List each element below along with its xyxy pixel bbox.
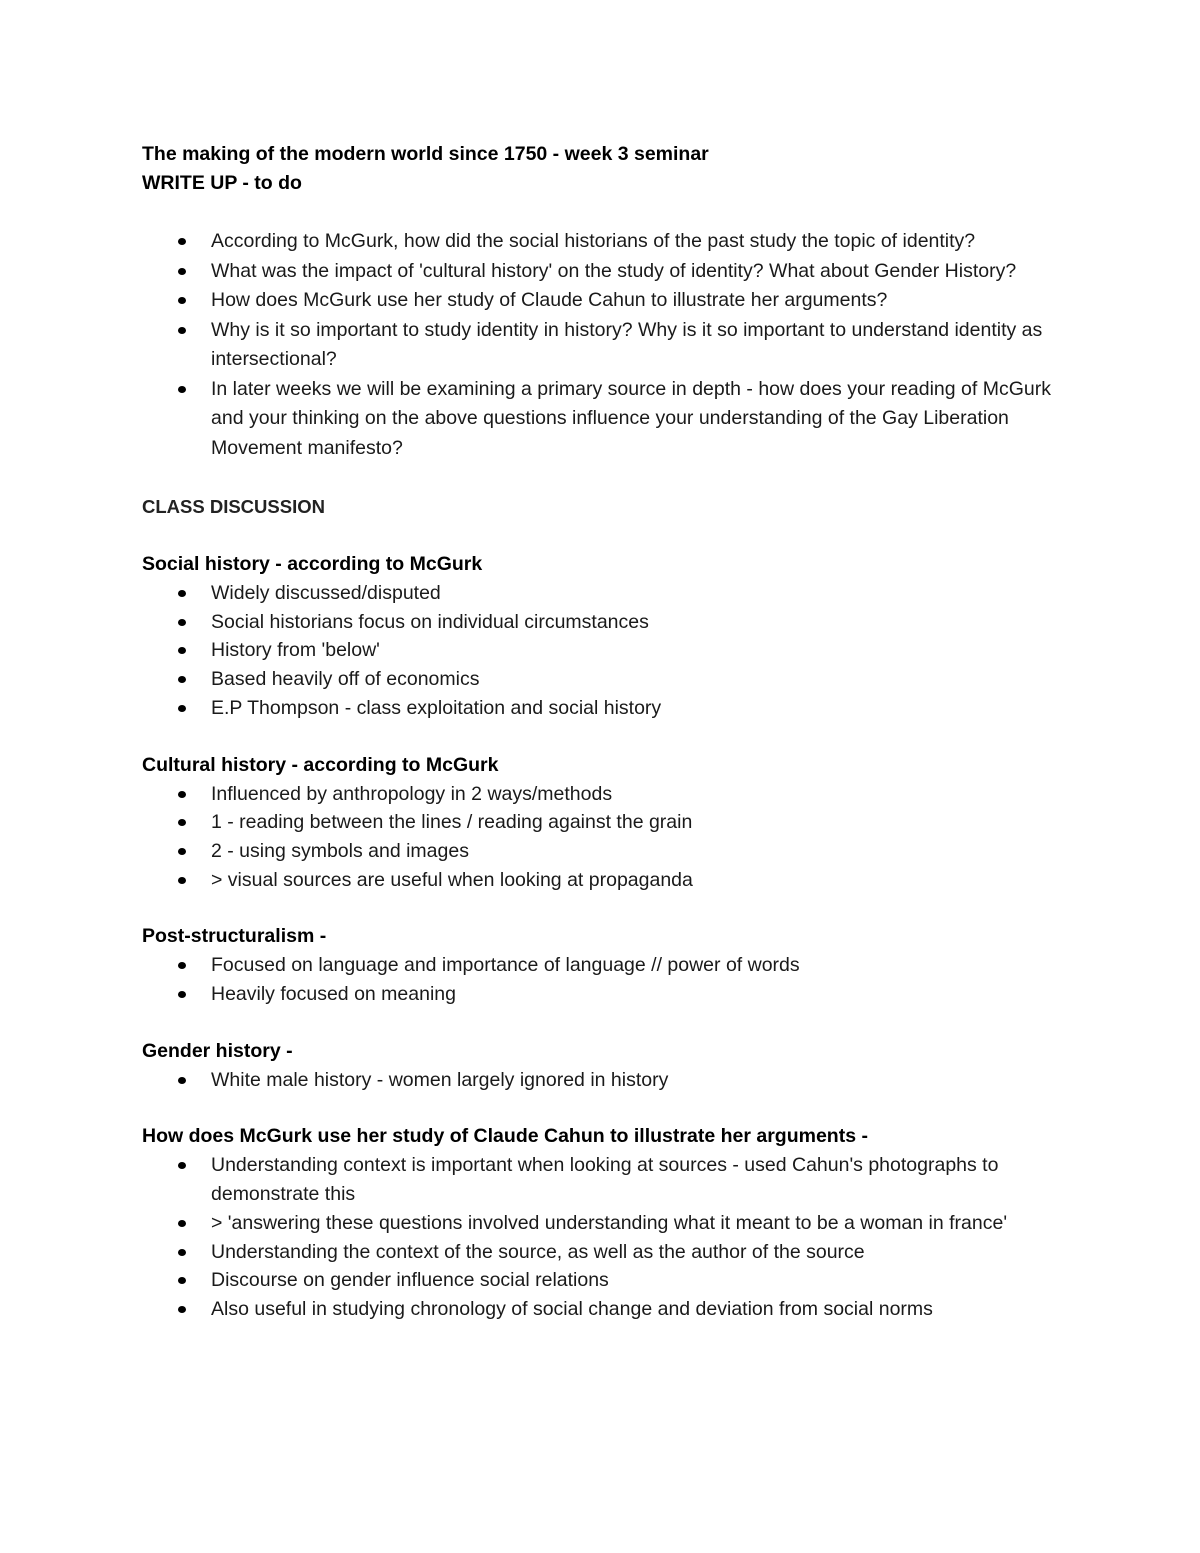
spacer (142, 1009, 1072, 1037)
spacer (142, 198, 1072, 227)
bullet-icon (178, 1277, 186, 1284)
list-item (142, 608, 1072, 637)
list-item (142, 1066, 1072, 1095)
list-item (142, 1266, 1072, 1295)
list-item (142, 951, 1072, 980)
list-item (142, 980, 1072, 1009)
list-item-text: White male history - women largely ignored in history (211, 1068, 669, 1091)
list-item-text: Why is it so important to study identity in history? Why is it so important to understand identity as intersectional? (211, 318, 1043, 370)
list-item (142, 665, 1072, 694)
bullet-icon (178, 238, 186, 245)
bullet-icon (178, 1220, 186, 1227)
list-item-text: According to McGurk, how did the social historians of the past study the topic of identity? (211, 230, 976, 252)
spacer (142, 463, 1072, 492)
bullet-icon (178, 268, 186, 275)
bullet-icon (178, 1077, 186, 1084)
list-item (142, 1238, 1072, 1267)
claude-cahun-list (142, 1151, 1072, 1323)
bullet-icon (178, 819, 186, 826)
list-item-text: Understanding the context of the source, as well as the author of the source (211, 1240, 865, 1263)
list-item (142, 579, 1072, 608)
social-history-list (142, 579, 1072, 723)
write-up-list (142, 227, 1072, 463)
list-item-text: Heavily focused on meaning (211, 983, 456, 1006)
document-page (142, 140, 1072, 1324)
bullet-icon (178, 647, 186, 654)
section-heading-cultural-history: Cultural history - according to McGurk (142, 753, 499, 776)
bullet-icon (178, 962, 186, 969)
write-up-heading: WRITE UP - to do (142, 172, 302, 194)
spacer (142, 723, 1072, 751)
bullet-icon (178, 619, 186, 626)
list-item (142, 866, 1072, 895)
bullet-icon (178, 386, 186, 393)
spacer (142, 1094, 1072, 1122)
cultural-history-list (142, 780, 1072, 895)
list-item-text: In later weeks we will be examining a primary source in depth - how does your reading of McGurk and your thinking on the above questions influence your understanding of the Gay Liberation Movement manifesto? (211, 377, 1051, 459)
bullet-icon (178, 297, 186, 304)
bullet-icon (178, 590, 186, 597)
list-item (142, 227, 1072, 257)
bullet-icon (178, 1162, 186, 1169)
list-item-text: Understanding context is important when looking at sources - used Cahun's photographs to demonstrate this (211, 1154, 999, 1206)
list-item-text: E.P Thompson - class exploitation and social history (211, 696, 662, 719)
list-item (142, 316, 1072, 375)
bullet-icon (178, 1306, 186, 1313)
list-item (142, 286, 1072, 316)
bullet-icon (178, 848, 186, 855)
section-heading-social-history: Social history - according to McGurk (142, 553, 483, 575)
list-item-text: What was the impact of 'cultural history' on the study of identity? What about Gender History? (211, 259, 1017, 282)
post-structuralism-list (142, 951, 1072, 1008)
section-heading-post-structuralism: Post-structuralism - (142, 925, 327, 948)
list-item (142, 808, 1072, 837)
bullet-icon (178, 791, 186, 798)
list-item-text: Social historians focus on individual circumstances (211, 610, 649, 633)
list-item-text: 2 - using symbols and images (211, 839, 469, 862)
bullet-icon (178, 327, 186, 334)
class-discussion-heading: CLASS DISCUSSION (142, 496, 325, 517)
list-item (142, 1209, 1072, 1238)
list-item (142, 780, 1072, 809)
bullet-icon (178, 1249, 186, 1256)
list-item-text: 1 - reading between the lines / reading against the grain (211, 811, 693, 834)
list-item-text: Influenced by anthropology in 2 ways/methods (211, 782, 613, 805)
list-item-text: History from 'below' (211, 639, 380, 662)
list-item-text: Discourse on gender influence social relations (211, 1269, 609, 1292)
gender-history-list (142, 1066, 1072, 1095)
bullet-icon (178, 705, 186, 712)
document-title: The making of the modern world since 1750 - week 3 seminar (142, 143, 709, 165)
list-item (142, 694, 1072, 723)
list-item (142, 837, 1072, 866)
list-item-text: > visual sources are useful when looking at propaganda (211, 868, 693, 891)
list-item (142, 257, 1072, 287)
list-item-text: Widely discussed/disputed (211, 582, 441, 604)
spacer (142, 521, 1072, 550)
list-item (142, 1151, 1072, 1208)
bullet-icon (178, 877, 186, 884)
list-item (142, 1295, 1072, 1324)
list-item (142, 636, 1072, 665)
list-item-text: How does McGurk use her study of Claude Cahun to illustrate her arguments? (211, 289, 888, 311)
section-heading-claude-cahun: How does McGurk use her study of Claude Cahun to illustrate her arguments - (142, 1125, 868, 1148)
section-heading-gender-history: Gender history - (142, 1039, 293, 1062)
list-item-text: Also useful in studying chronology of social change and deviation from social norms (211, 1297, 933, 1320)
bullet-icon (178, 991, 186, 998)
list-item-text: > 'answering these questions involved understanding what it meant to be a woman in france' (211, 1211, 1008, 1234)
list-item (142, 375, 1072, 464)
spacer (142, 894, 1072, 922)
list-item-text: Based heavily off of economics (211, 668, 480, 691)
list-item-text: Focused on language and importance of language // power of words (211, 954, 800, 977)
bullet-icon (178, 676, 186, 683)
